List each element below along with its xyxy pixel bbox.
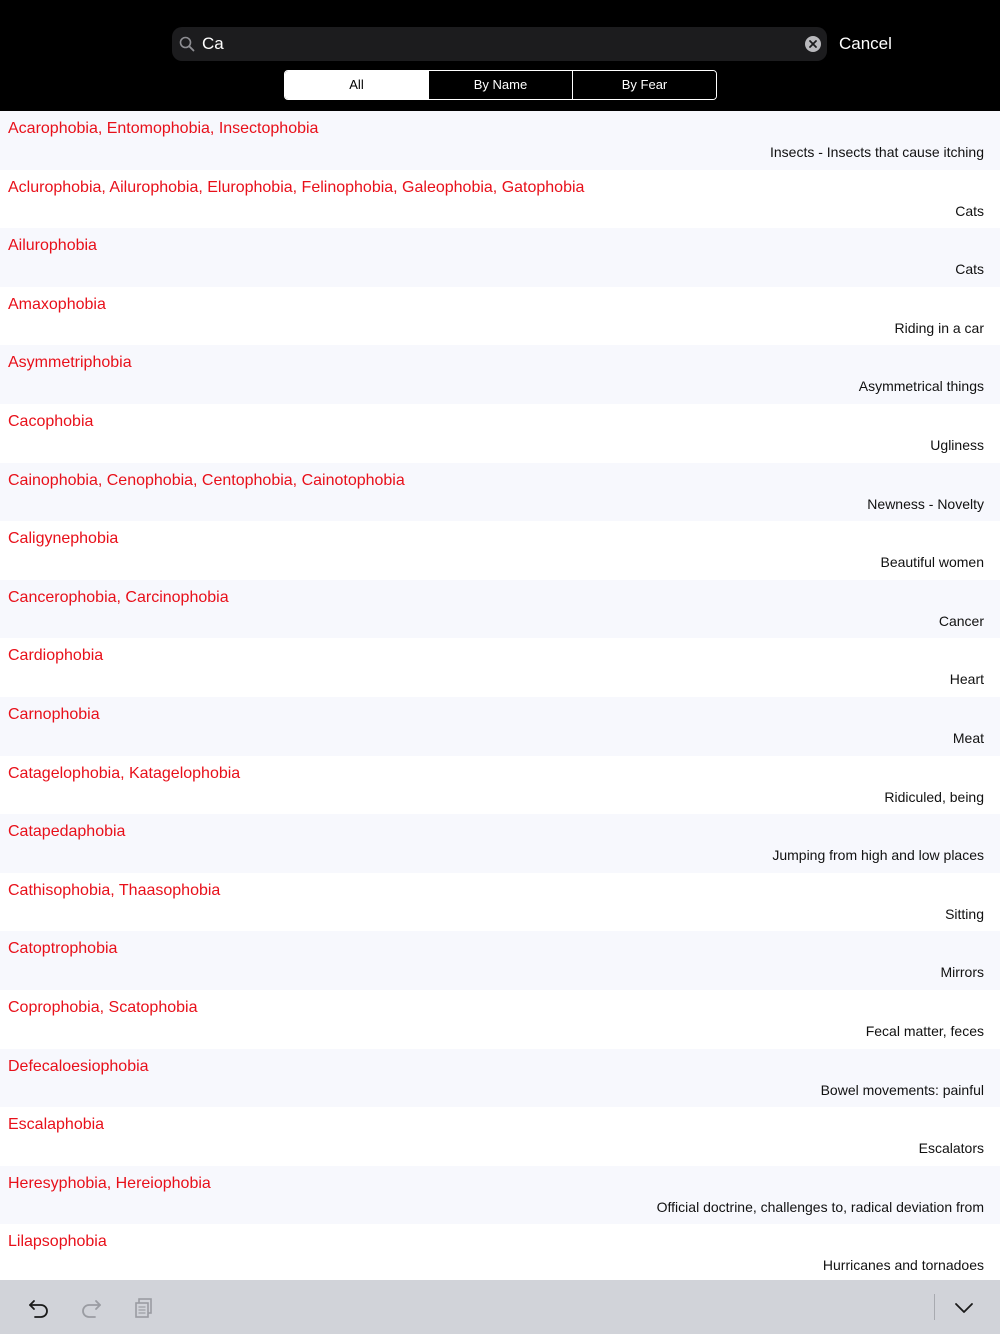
scope-by-name-segment[interactable]: By Name: [428, 71, 572, 99]
result-name: Defecaloesiophobia: [8, 1057, 149, 1075]
result-name: Heresyphobia, Hereiophobia: [8, 1174, 211, 1192]
undo-icon[interactable]: [27, 1296, 51, 1320]
result-row[interactable]: [0, 638, 1000, 697]
result-name: Asymmetriphobia: [8, 354, 132, 372]
result-fear: Official doctrine, challenges to, radical deviation from: [656, 1198, 984, 1215]
result-fear: Bowel movements: painful: [820, 1081, 984, 1098]
result-name: Cathisophobia, Thaasophobia: [8, 881, 221, 899]
result-row[interactable]: [0, 931, 1000, 990]
result-fear: Hurricanes and tornadoes: [822, 1257, 984, 1274]
result-row[interactable]: [0, 873, 1000, 932]
scope-segmented-control: [284, 70, 717, 100]
clear-icon: [805, 36, 821, 52]
result-row[interactable]: [0, 228, 1000, 287]
result-row[interactable]: [0, 697, 1000, 756]
results-list: [0, 111, 1000, 1280]
result-fear: Asymmetrical things: [858, 378, 984, 395]
result-fear: Escalators: [918, 1140, 984, 1157]
result-fear: Insects - Insects that cause itching: [770, 144, 984, 160]
result-name: Catagelophobia, Katagelophobia: [8, 764, 241, 782]
result-name: Catoptrophobia: [8, 940, 118, 958]
search-header: [0, 0, 1000, 111]
redo-icon[interactable]: [79, 1296, 103, 1320]
chevron-down-icon[interactable]: [952, 1296, 976, 1320]
result-name: Cardiophobia: [8, 647, 104, 665]
result-row[interactable]: [0, 1224, 1000, 1280]
result-name: Cacophobia: [8, 412, 94, 430]
paste-icon[interactable]: [132, 1296, 156, 1320]
result-row[interactable]: [0, 756, 1000, 815]
result-fear: Beautiful women: [880, 554, 984, 571]
result-fear: Ugliness: [930, 436, 984, 453]
search-field[interactable]: [172, 27, 827, 61]
result-name: Cancerophobia, Carcinophobia: [8, 588, 229, 606]
result-row[interactable]: [0, 345, 1000, 404]
result-name: Coprophobia, Scatophobia: [8, 998, 198, 1016]
result-name: Ailurophobia: [8, 237, 97, 255]
toolbar-divider: [934, 1294, 935, 1320]
result-name: Catapedaphobia: [8, 823, 126, 841]
result-fear: Cats: [955, 261, 984, 278]
result-name: Cainophobia, Cenophobia, Centophobia, Cainotophobia: [8, 471, 405, 489]
result-row[interactable]: [0, 1166, 1000, 1225]
result-row[interactable]: [0, 111, 1000, 170]
cancel-button[interactable]: Cancel: [839, 34, 892, 53]
result-fear: Fecal matter, feces: [865, 1022, 984, 1039]
result-row[interactable]: [0, 1049, 1000, 1108]
result-fear: Sitting: [945, 905, 984, 922]
result-fear: Cats: [955, 202, 984, 219]
result-name: Amaxophobia: [8, 295, 106, 313]
result-name: Acarophobia, Entomophobia, Insectophobia: [8, 120, 319, 137]
search-input[interactable]: Ca: [202, 34, 224, 53]
result-fear: Riding in a car: [894, 319, 984, 336]
result-fear: Mirrors: [940, 964, 984, 981]
result-fear: Cancer: [938, 612, 984, 629]
keyboard-toolbar: [0, 1280, 1000, 1334]
result-name: Carnophobia: [8, 705, 100, 723]
result-name: Aclurophobia, Ailurophobia, Elurophobia, Felinophobia, Galeophobia, Gatophobia: [8, 178, 585, 196]
result-fear: Heart: [949, 671, 984, 688]
result-fear: Newness - Novelty: [867, 495, 984, 512]
clear-search-button[interactable]: [805, 36, 821, 52]
result-row[interactable]: [0, 580, 1000, 639]
result-row[interactable]: [0, 1107, 1000, 1166]
result-row[interactable]: [0, 814, 1000, 873]
result-row[interactable]: [0, 170, 1000, 229]
result-fear: Jumping from high and low places: [772, 847, 984, 864]
result-row[interactable]: [0, 521, 1000, 580]
result-fear: Ridiculed, being: [884, 788, 984, 805]
result-name: Lilapsophobia: [8, 1233, 107, 1251]
scope-by-fear-segment[interactable]: By Fear: [572, 71, 716, 99]
result-name: Caligynephobia: [8, 530, 119, 548]
search-icon: [179, 36, 195, 52]
result-row[interactable]: [0, 404, 1000, 463]
result-row[interactable]: [0, 990, 1000, 1049]
result-row[interactable]: [0, 463, 1000, 522]
result-fear: Meat: [952, 729, 984, 746]
result-name: Escalaphobia: [8, 1116, 105, 1134]
result-row[interactable]: [0, 287, 1000, 346]
scope-all-segment[interactable]: All: [285, 71, 428, 99]
